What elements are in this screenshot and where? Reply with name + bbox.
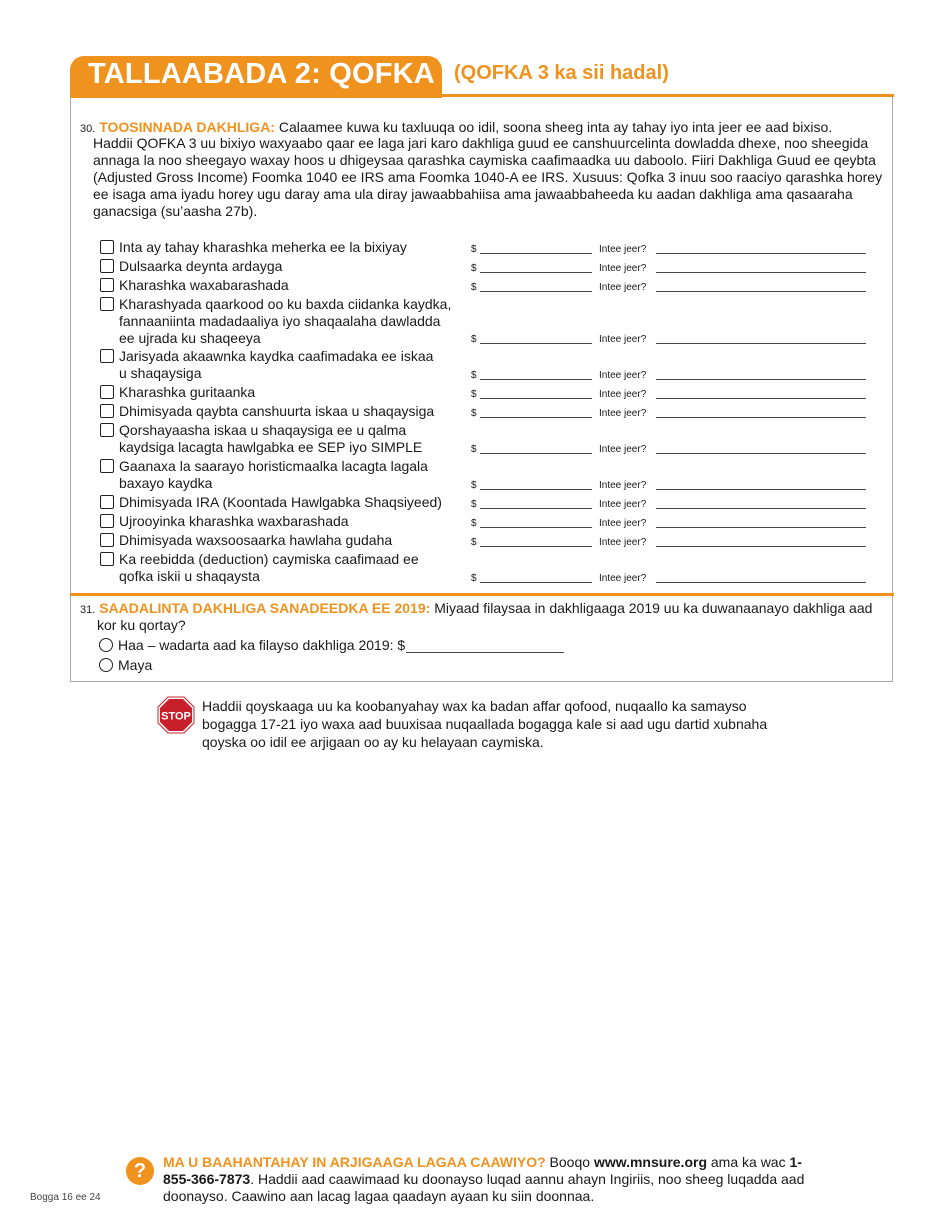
checkbox-moving-expenses[interactable] [100, 385, 114, 399]
frequency-label: Intee jeer? [599, 389, 647, 400]
q31-intro [80, 600, 872, 618]
amount-field[interactable] [480, 379, 592, 380]
amount-field[interactable] [480, 398, 592, 399]
income-2019-field[interactable] [406, 652, 564, 653]
frequency-field[interactable] [656, 546, 866, 547]
checkbox-business-expenses[interactable] [100, 240, 114, 254]
q31-text: Miyaad filaysaa in dakhligaaga 2019 uu ka duwanaanayo dakhliga aad [434, 600, 873, 616]
dollar-sign: $ [471, 282, 477, 293]
item-label: Dhimisyada waxsoosaarka hawlaha gudaha [119, 532, 393, 548]
dollar-sign: $ [471, 408, 477, 419]
checkbox-tuition[interactable] [100, 278, 114, 292]
amount-field[interactable] [480, 453, 592, 454]
stop-sign-icon [157, 696, 195, 734]
item-label: fannaaniinta madadaaliya iyo shaqaalaha dawladda [119, 313, 441, 329]
checkbox-early-withdrawal-penalty[interactable] [100, 459, 114, 473]
dollar-sign: $ [471, 573, 477, 584]
radio-yes[interactable] [99, 638, 113, 652]
stop-sign-text: STOP [161, 710, 191, 723]
frequency-field[interactable] [656, 291, 866, 292]
checkbox-sep-simple-plans[interactable] [100, 423, 114, 437]
q30-heading: TOOSINNADA DAKHLIGA: [99, 119, 275, 135]
checkbox-self-employed-health-insurance[interactable] [100, 552, 114, 566]
checkbox-domestic-production[interactable] [100, 533, 114, 547]
dollar-sign: $ [471, 334, 477, 345]
checkbox-self-employment-tax[interactable] [100, 404, 114, 418]
help-text-b: ama ka wac [707, 1154, 790, 1170]
help-phone[interactable]: 1-855-366-7873 [163, 1154, 802, 1187]
item-label: baxayo kaydka [119, 475, 213, 491]
item-label: ee ujrada ku shaqeeya [119, 330, 261, 346]
amount-field[interactable] [480, 489, 592, 490]
item-label: Ujrooyinka kharashka waxbarashada [119, 513, 349, 529]
item-label: Dulsaarka deynta ardayga [119, 258, 283, 274]
item-label: kaydsiga lacagta hawlgabka ee SEP iyo SIMPLE [119, 439, 423, 455]
q30-paragraph: Haddii QOFKA 3 uu bixiyo waxyaabo qaar ee laga jari karo dakhliga guud ee canshuurcelinta dowladda dhexe, noo sheegida annaga la noo sheegayo waxay hoos u dhigeysaa qarashka caymiska caafimaadka uu daboolo. Fiiri Dakhliga Guud ee qeybta (Adjusted Gross Income) Foomka 1040 ee IRS ama Foomka 1040-A ee IRS. Xusuus: Qofka 3 inuu soo raaciyo qarashka horey ee isaga ama iyadu horey ugu daray ama ula diray jawaabbahiisa ama jawaabbaheeda ku aadan dakhliga ama qasaaraha ganacsiga (su’aasha 27b). [93, 135, 883, 219]
item-label: Ka reebidda (deduction) caymiska caafimaad ee [119, 551, 419, 567]
q31-heading: SAADALINTA DAKHLIGA SANADEEDKA EE 2019: [99, 600, 431, 616]
frequency-label: Intee jeer? [599, 408, 647, 419]
help-heading: MA U BAAHANTAHAY IN ARJIGAAGA LAGAA CAAWIYO? [163, 1154, 546, 1170]
help-question-icon: ? [126, 1157, 154, 1185]
frequency-field[interactable] [656, 417, 866, 418]
item-label: Jarisyada akaawnka kaydka caafimadaka ee iskaa [119, 348, 434, 364]
frequency-label: Intee jeer? [599, 444, 647, 455]
dollar-sign: $ [471, 518, 477, 529]
dollar-sign: $ [471, 499, 477, 510]
frequency-label: Intee jeer? [599, 334, 647, 345]
frequency-label: Intee jeer? [599, 263, 647, 274]
frequency-label: Intee jeer? [599, 573, 647, 584]
q31-text-continued: kor ku qortay? [97, 617, 186, 633]
stop-notice: Haddii qoyskaaga uu ka koobanyahay wax ka badan affar qofood, nuqaallo ka samayso bogagga 17-21 iyo waxa aad buuxisaa nuqaallada bogagga kale si aad ugu dartid xubnaha qoyska oo idil ee arjigaan oo ay ku helayaan caymiska. [202, 698, 768, 750]
item-label: qofka iskii u shaqaysta [119, 568, 260, 584]
item-label: Kharashka guritaanka [119, 384, 256, 400]
frequency-field[interactable] [656, 508, 866, 509]
item-label: Inta ay tahay kharashka meherka ee la bixiyay [119, 239, 407, 255]
frequency-field[interactable] [656, 489, 866, 490]
dollar-sign: $ [471, 244, 477, 255]
dollar-sign: $ [471, 370, 477, 381]
question-separator [70, 593, 894, 596]
q30-intro-text: Calaamee kuwa ku taxluuqa oo idil, soona sheeg inta ay tahay iyo inta jeer ee aad bixiso. [278, 119, 833, 135]
checkbox-tuition-fees[interactable] [100, 514, 114, 528]
item-label: Qorshayaasha iskaa u shaqaysiga ee u qalma [119, 422, 407, 438]
help-text-c: . Haddii aad caawimaad ku doonayso luqad aannu ahayn Ingiriis, noo sheeg luqadda aad doonayso. Caawino aan lacag lagaa qaadayn ayaan ku siin doonnaa. [163, 1171, 805, 1204]
item-label: Gaanaxa la saarayo horisticmaalka lacagta lagala [119, 458, 428, 474]
radio-no-label: Maya [118, 657, 153, 673]
amount-field[interactable] [480, 272, 592, 273]
frequency-field[interactable] [656, 582, 866, 583]
amount-field[interactable] [480, 546, 592, 547]
frequency-field[interactable] [656, 527, 866, 528]
item-label: Dhimisyada IRA (Koontada Hawlgabka Shaqsiyeed) [119, 494, 442, 510]
frequency-label: Intee jeer? [599, 370, 647, 381]
item-label: Kharashyada qaarkood oo ku baxda ciidanka kaydka, [119, 296, 452, 312]
amount-field[interactable] [480, 508, 592, 509]
radio-yes-label: Haa – wadarta aad ka filayso dakhliga 2019: $ [118, 637, 406, 653]
dollar-sign: $ [471, 480, 477, 491]
amount-field[interactable] [480, 417, 592, 418]
amount-field[interactable] [480, 582, 592, 583]
frequency-field[interactable] [656, 272, 866, 273]
frequency-field[interactable] [656, 379, 866, 380]
q31-number: 31. [80, 604, 96, 616]
help-notice [163, 1154, 823, 1205]
page-number: Bogga 16 ee 24 [30, 1192, 101, 1203]
checkbox-ira-deduction[interactable] [100, 495, 114, 509]
frequency-field[interactable] [656, 253, 866, 254]
item-label: u shaqaysiga [119, 365, 202, 381]
dollar-sign: $ [471, 263, 477, 274]
item-label: Kharashka waxabarashada [119, 277, 289, 293]
amount-field[interactable] [480, 343, 592, 344]
frequency-label: Intee jeer? [599, 537, 647, 548]
amount-field[interactable] [480, 291, 592, 292]
frequency-field[interactable] [656, 453, 866, 454]
amount-field[interactable] [480, 253, 592, 254]
frequency-label: Intee jeer? [599, 244, 647, 255]
q30-number: 30. [80, 123, 96, 135]
checkbox-reservist-expenses[interactable] [100, 297, 114, 311]
help-text-a: Booqo [545, 1154, 594, 1170]
frequency-label: Intee jeer? [599, 480, 647, 491]
frequency-field[interactable] [656, 343, 866, 344]
frequency-field[interactable] [656, 398, 866, 399]
item-label: Dhimisyada qaybta canshuurta iskaa u shaqaysiga [119, 403, 435, 419]
dollar-sign: $ [471, 444, 477, 455]
section-subtitle: (QOFKA 3 ka sii hadal) [454, 62, 669, 84]
dollar-sign: $ [471, 537, 477, 548]
frequency-label: Intee jeer? [599, 499, 647, 510]
checkbox-student-loan-interest[interactable] [100, 259, 114, 273]
section-title: TALLAABADA 2: QOFKA 3 [88, 58, 459, 90]
help-website-link[interactable]: www.mnsure.org [593, 1154, 707, 1170]
checkbox-hsa-deduction[interactable] [100, 349, 114, 363]
frequency-label: Intee jeer? [599, 282, 647, 293]
dollar-sign: $ [471, 389, 477, 400]
amount-field[interactable] [480, 527, 592, 528]
radio-no[interactable] [99, 658, 113, 672]
frequency-label: Intee jeer? [599, 518, 647, 529]
